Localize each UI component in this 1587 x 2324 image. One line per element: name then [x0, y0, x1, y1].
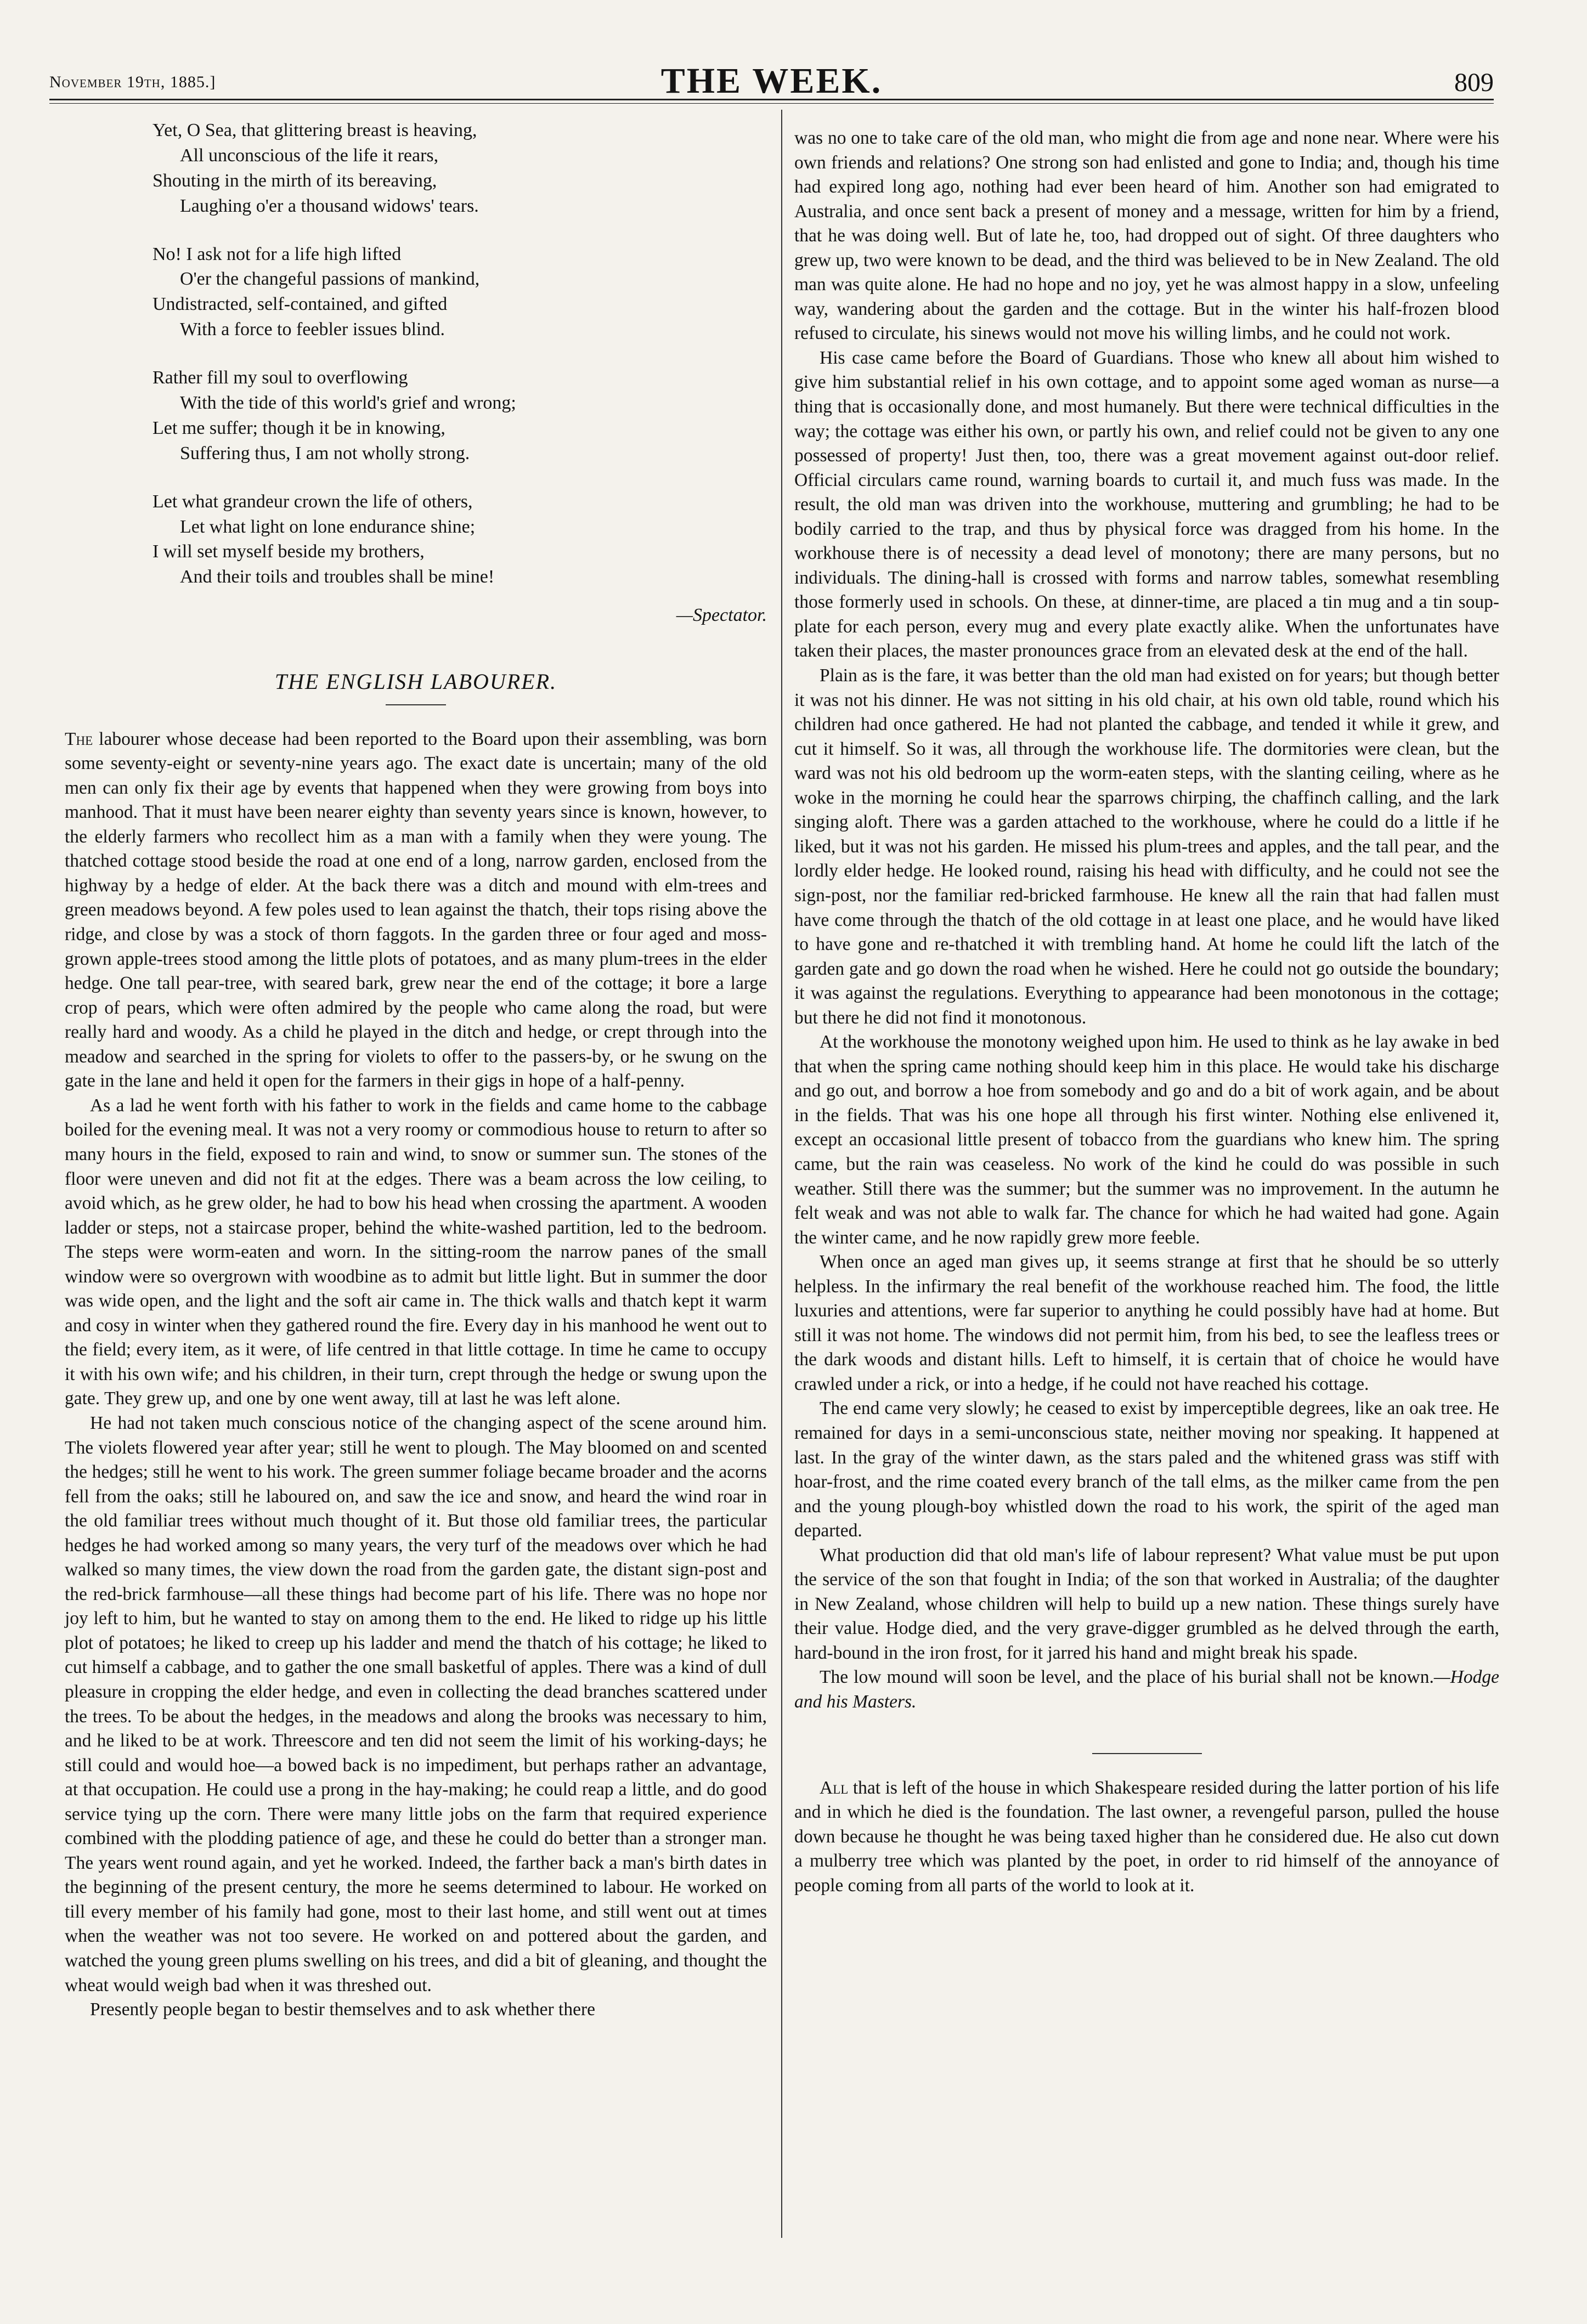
article-title: THE ENGLISH LABOURER. [274, 669, 557, 694]
poem-line: Suffering thus, I am not wholly strong. [180, 443, 470, 463]
poem-line: No! I ask not for a life high lifted [153, 244, 402, 264]
note-text: that is left of the house in which Shakespeare resided during the latter portion of his life and in which he died is the foundation. The last owner, a revengeful parson, pulled the house down because he thought he was being taxed higher than he considered due. He also cut down a mulberry tree which was planted by the poet, in order to rid himself of the annoyance of people coming from all parts of the world to look at it. [794, 1777, 1500, 1896]
page-number: 809 [1454, 68, 1494, 97]
poem-stanza [153, 365, 756, 466]
drop-word: All [820, 1777, 849, 1798]
poem-line: Shouting in the mirth of its bereaving, [153, 170, 437, 191]
poem [153, 118, 756, 590]
poem-line: Undistracted, self-contained, and gifted [153, 294, 448, 315]
shakespeare-note [794, 1776, 1499, 1898]
poem-line: Yet, O Sea, that glittering breast is heaving, [153, 120, 477, 140]
poem-line: With a force to feebler issues blind. [180, 319, 445, 340]
header-rule-thin [49, 103, 1494, 104]
article-source: —Hodge and his Masters. [794, 1667, 1499, 1712]
issue-date: November 19th, 1885.] [49, 73, 216, 91]
article-paragraph: The end came very slowly; he ceased to exist by imperceptible degrees, like an oak tree. He remained for days in a semi-unconscious state, neither moving nor speaking. It happened at last. In the gray of the winter dawn, as the stars paled and the whitened grass was stiff with hoar-frost, and the rime coated every branch of the tall elms, as the milker came from the pen and the young plough-boy whistled down the road to his work, the spirit of the aged man departed. [794, 1398, 1499, 1541]
poem-stanza [153, 489, 756, 590]
title-rule [386, 704, 446, 705]
article-paragraph: was no one to take care of the old man, who might die from age and none near. Where were his own friends and relations? One strong son had enlisted and gone to India; and, though his time had expired long ago, nothing had ever been heard of him. Another son had emigrated to Australia, and once sent back a present of money and a message, written for him by a friend, that he was doing well. But of late he, too, had dropped out of sight. Of three daughters who grew up, two were known to be dead, and the third was believed to be in New Zealand. The old man was quite alone. He had no hope and no joy, yet he was almost happy in a slow, unfeeling way, wandering about the garden and the cottage. But in the winter his half-frozen blood refused to circulate, his sinews would not move his willing limbs, and he could not work. [794, 128, 1499, 344]
publication-title: THE WEEK. [660, 61, 883, 101]
article-paragraph: When once an aged man gives up, it seems strange at first that he should be so utterly helpless. In the infirmary the real benefit of the workhouse reached him. The food, the little luxuries and attentions, were far superior to anything he could possibly have had at home. But still it was not home. The windows did not permit him, from his bed, to see the leafless trees or the dark woods and distant hills. Left to himself, it is certain that of choice he would have crawled under a rick, or into a hedge, if he could not have reached his cottage. [794, 1252, 1499, 1394]
poem-line: O'er the changeful passions of mankind, [180, 269, 480, 290]
header-rule [49, 99, 1494, 100]
poem-line: All unconscious of the life it rears, [180, 145, 439, 166]
poem-line: Laughing o'er a thousand widows' tears. [180, 195, 479, 216]
poem-line: I will set myself beside my brothers, [153, 541, 425, 562]
right-column [794, 126, 1499, 1898]
article-paragraph: His case came before the Board of Guardians. Those who knew all about him wished to give him substantial relief in his own cottage, and to appoint some aged woman as nurse—a thing that is occasionally done, and most humanely. But there were technical difficulties in the way; the cottage was either his own, or partly his own, and relief could not be given to any one possessed of property! Just then, too, there was a great movement against out-door relief. Official circulars came round, warning boards to curtail it, and much fuss was made. In the result, the old man was driven into the workhouse, muttering and grumbling; he had to be bodily carried to the trap, and thus by physical force was dragged from his home. In the workhouse there is of necessity a dead level of monotony; there are many persons, but no individuals. The dining-hall is crossed with forms and narrow tables, somewhat resembling those formerly used in schools. On these, at dinner-time, are placed a tin mug and a tin soup-plate for each person, every mug and every plate exactly alike. When the unfortunates have taken their places, the master pronounces grace from an elevated desk at the end of the hall. [794, 347, 1499, 661]
poem-attribution: —Spectator. [676, 605, 767, 626]
poem-line: Let me suffer; though it be in knowing, [153, 417, 445, 438]
poem-line: Let what grandeur crown the life of others, [153, 491, 473, 512]
column-divider [781, 110, 782, 2238]
paragraph-text: labourer whose decease had been reported to the Board upon their assembling, was born some seventy-eight or seventy-nine years ago. The exact date is uncertain; many of the old men can only fix their age by events that happened when they were growing from boys into manhood. That it must have been nearer eighty than seventy years since is known, however, to the elderly farmers who recollect him as a man with a family when they were young. The thatched cottage stood beside the road at one end of a long, narrow garden, enclosed from the highway by a hedge of elder. At the back there was a ditch and mound with elm-trees and green meadows beyond. A few poles used to lean against the thatch, their tops rising above the ridge, and close by was a stock of thorn faggots. In the garden three or four aged and moss-grown apple-trees stood among the little plots of potatoes, and as many plum-trees in the elder hedge. One tall pear-tree, with seared bark, grew near the end of the cottage; it bore a large crop of pears, which were often admired by the people who came along the road, but were really hard and woody. As a child he played in the ditch and hedge, or crept through into the meadow and searched in the spring for violets to offer to the passers-by, or he swung on the gate in the lane and held it open for the farmers in their gigs in hope of a half-penny. [65, 728, 767, 1092]
article-paragraph [794, 1665, 1499, 1714]
poem-line: Let what light on lone endurance shine; [180, 516, 476, 537]
poem-line: And their toils and troubles shall be mine! [180, 567, 495, 587]
poem-line: Rather fill my soul to overflowing [153, 367, 408, 388]
article-paragraph: Presently people began to bestir themselves and to ask whether there [90, 1999, 595, 2020]
article-paragraph: He had not taken much conscious notice of the changing aspect of the scene around him. The violets flowered year after year; still he went to plough. The May bloomed on and scented the hedges; still he went to his work. The green summer foliage became broader and the acorns fell from the oaks; still he laboured on, and saw the ice and snow, and heard the wind roar in the old familiar trees without much thought of it. But those old familiar trees, the particular hedges he had worked among so many years, the very turf of the meadows over which he had walked so many times, the view down the road from the garden gate, the distant sign-post and the red-brick farmhouse—all these things had become part of his life. There was no hope nor joy left to him, but he wanted to stay on among them to the end. He liked to ridge up his little plot of potatoes; he liked to creep up his ladder and mend the thatch of his cottage; he liked to cut himself a cabbage, and to gather the one small basketful of apples. There was a kind of dull pleasure in cropping the elder hedge, and even in collecting the dead branches scattered under the trees. To be about the hedges, in the meadows and along the brooks was necessary to him, and he liked to be at work. Threescore and ten did not seem the limit of his working-days; he still could and would hoe—a bowed back is no impediment, but perhaps rather an advantage, at that occupation. He could use a prong in the hay-making; he could reap a little, and do good service tying up the corn. There were many little jobs on the farm that required experience combined with the plodding patience of age, and these he could do better than a stronger man. The years went round again, and yet he worked. Indeed, the farther back a man's birth dates in the beginning of the present century, the more he seems determined to labour. He worked on till every member of his family had gone, most to their last home, and still went out at times when the weather was not too severe. He worked on and pottered about the garden, and watched the young green plums swelling on his trees, and did a bit of gleaning, and thought the wheat would weigh bad when it was threshed out. [65, 1412, 767, 1995]
poem-stanza [153, 118, 756, 219]
poem-stanza [153, 242, 756, 343]
left-column [65, 118, 767, 2022]
closing-text: The low mound will soon be level, and the place of his burial shall not be known. [820, 1667, 1434, 1688]
article-paragraph: What production did that old man's life of labour represent? What value must be put upon the service of the son that fought in India; of the son that worked in Australia; of the daughter in New Zealand, whose children will help to build up a new nation. These things surely have their value. Hodge died, and the very grave-digger grumbled as he delved through the earth, hard-bound in the iron frost, for it jarred his hand and might break his spade. [794, 1545, 1499, 1663]
article-paragraph: At the workhouse the monotony weighed upon him. He used to think as he lay awake in bed that when the spring came nothing should keep him in this place. He would take his discharge and go out, and borrow a hoe from somebody and go and do a bit of work again, and be about in the fields. That was his one hope all through his first winter. Nothing else enlivened it, except an occasional little present of tobacco from the guardians who knew him. The spring came, but the rain was ceaseless. No work of the kind he could do was possible in such weather. Still there was the summer; but the summer was no improvement. In the autumn he felt weak and was not able to walk far. The chance for which he had waited had gone. Again the winter came, and he now rapidly grew more feeble. [794, 1032, 1499, 1248]
drop-word: The [65, 728, 93, 749]
article-paragraph: Plain as is the fare, it was better than the old man had existed on for years; but though better it was not his dinner. He was not sitting in his old chair, at his own old table, round which his children had once gathered. He had not planted the cabbage, and tended it while it grew, and cut it himself. So it was, all through the workhouse life. The dormitories were clean, but the ward was not his old bedroom up the worm-eaten steps, with the slanting ceiling, where as he woke in the morning he could hear the sparrows chirping, the chaffinch calling, and the lark singing aloft. There was a garden attached to the workhouse, where he could do a little if he liked, but it was not his garden. He missed his plum-trees and apples, and the tall pear, and the lordly elder hedge. He looked round, raising his head with difficulty, and he could not see the sign-post, nor the familiar red-bricked farmhouse. He knew all the rain that had fallen must have come through the thatch of the old cottage in at least one place, and he would have liked to have gone and re-thatched it with trembling hand. At home he could lift the latch of the garden gate and go down the road when he wished. Here he could not go outside the boundary; it was against the regulations. Everything to appearance had been monotonous in the cottage; but there he did not find it monotonous. [794, 665, 1499, 1028]
article-paragraph [65, 727, 767, 1094]
article-paragraph: As a lad he went forth with his father to work in the fields and came home to the cabbage boiled for the evening meal. It was not a very roomy or commodious house to return to after so many hours in the field, exposed to rain and wind, to snow or summer sun. The stones of the floor were uneven and did not fit at the edges. There was a beam across the low ceiling, to avoid which, as he grew older, he had to bow his head when crossing the apartment. A wooden ladder or steps, not a staircase proper, behind the white-washed partition, led to the bedroom. The steps were worm-eaten and worn. In the sitting-room the narrow panes of the small window were so overgrown with woodbine as to admit but little light. But in summer the door was wide open, and the light and the soft air came in. The thick walls and thatch kept it warm and cosy in winter when they gathered round the fire. Every day in his manhood he went out to the field; every item, as it were, of life centred in that little cottage. In time he came to occupy it with his own wife; and his children, in their turn, crept through the hedge or swung upon the gate. They grew up, and one by one went away, till at last he was left alone. [65, 1095, 767, 1409]
section-rule [1092, 1753, 1202, 1754]
poem-line: With the tide of this world's grief and wrong; [180, 393, 516, 414]
